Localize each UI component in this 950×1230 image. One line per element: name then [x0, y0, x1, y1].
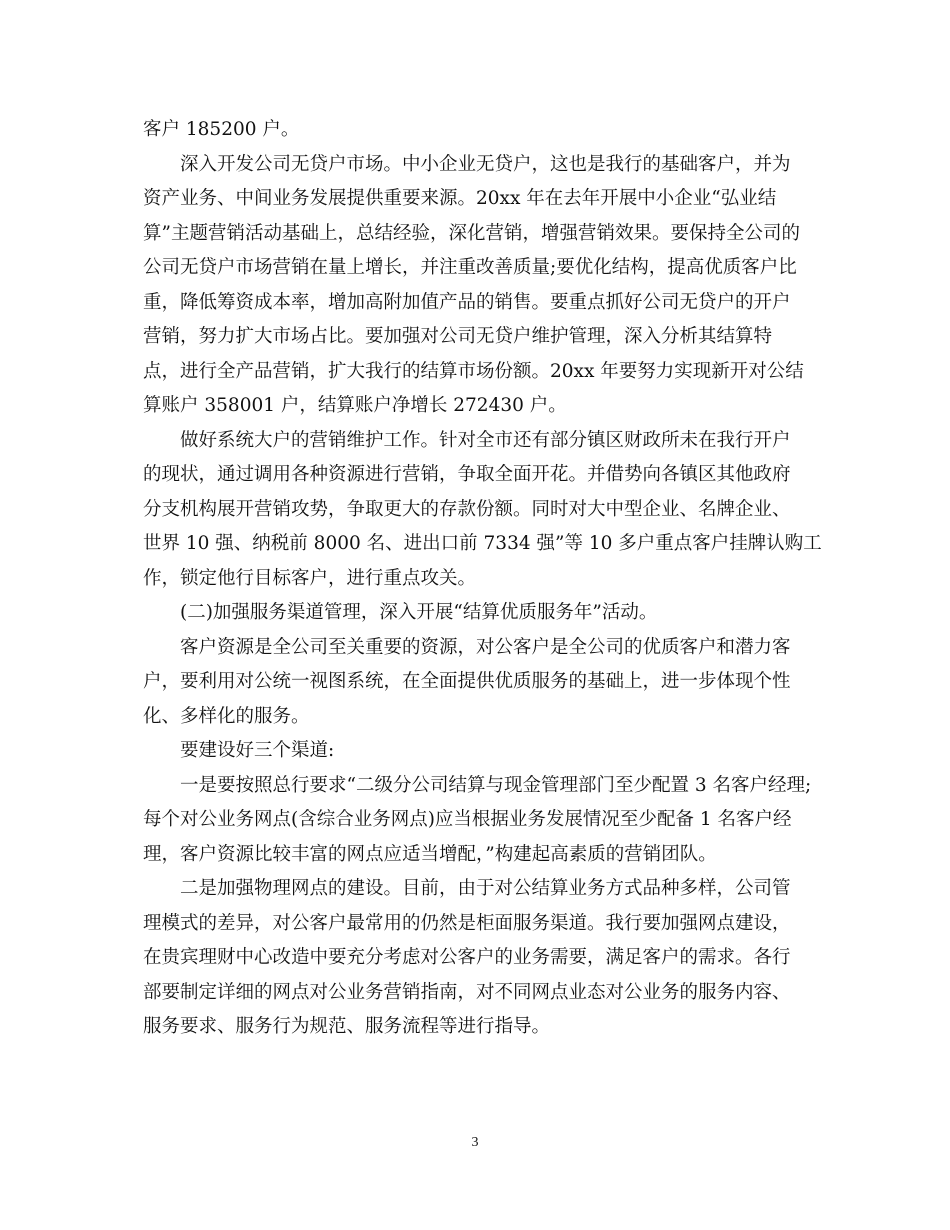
text-line: 客户 185200 户。: [143, 119, 300, 140]
text-line: 点，进行全产品营销，扩大我行的结算市场份额。20xx 年要努力实现新开对公结: [143, 360, 804, 382]
text-line: 一是要按照总行要求“二级分公司结算与现金管理部门至少配置 3 名客户经理;: [180, 774, 812, 796]
text-line: 理模式的差异，对公客户最常用的仍然是柜面服务渠道。我行要加强网点建设，: [143, 912, 791, 934]
page-number: 3: [471, 1135, 479, 1150]
text-line: 重，降低筹资成本率，增加高附加值产品的销售。要重点抓好公司无贷户的开户: [143, 291, 791, 313]
text-line: 理，客户资源比较丰富的网点应适当增配，”构建起高素质的营销团队。: [143, 843, 717, 865]
text-line: 要建设好三个渠道:: [180, 740, 335, 761]
text-line: 化、多样化的服务。: [143, 705, 310, 727]
text-line: 服务要求、服务行为规范、服务流程等进行指导。: [143, 1016, 551, 1037]
text-line: 做好系统大户的营销维护工作。针对全市还有部分镇区财政所未在我行开户: [180, 429, 791, 451]
text-line: 深入开发公司无贷户市场。中小企业无贷户，这也是我行的基础客户，并为: [180, 153, 791, 175]
text-line: 算账户 358001 户，结算账户净增长 272430 户。: [143, 395, 567, 416]
text-line: 每个对公业务网点(含综合业务网点)应当根据业务发展情况至少配备 1 名客户经: [143, 809, 792, 830]
text-line: 在贵宾理财中心改造中要充分考虑对公客户的业务需要，满足客户的需求。各行: [143, 947, 791, 968]
text-line: (二)加强服务渠道管理，深入开展“结算优质服务年”活动。: [180, 602, 658, 623]
text-line: 部要制定详细的网点对公业务营销指南，对不同网点业态对公业务的服务内容、: [143, 981, 791, 1003]
text-line: 算”主题营销活动基础上，总结经验，深化营销，增强营销效果。要保持全公司的: [143, 222, 800, 244]
body-text: [143, 113, 822, 1045]
text-line: 世界 10 强、纳税前 8000 名、进出口前 7334 强”等 10 多户重点客户挂牌认购工: [143, 533, 822, 554]
text-line: 二是加强物理网点的建设。目前，由于对公结算业务方式品种多样，公司管: [180, 878, 791, 899]
text-line: 公司无贷户市场营销在量上增长，并注重改善质量;要优化结构，提高优质客户比: [143, 257, 797, 278]
text-line: 分支机构展开营销攻势，争取更大的存款份额。同时对大中型企业、名牌企业、: [143, 498, 791, 520]
text-line: 的现状，通过调用各种资源进行营销，争取全面开花。并借势向各镇区其他政府: [143, 464, 791, 485]
text-line: 营销，努力扩大市场占比。要加强对公司无贷户维护管理，深入分析其结算特: [143, 326, 773, 347]
text-line: 户，要利用对公统一视图系统，在全面提供优质服务的基础上，进一步体现个性: [143, 671, 791, 692]
text-line: 客户资源是全公司至关重要的资源，对公客户是全公司的优质客户和潜力客: [180, 636, 791, 658]
text-line: 资产业务、中间业务发展提供重要来源。20xx 年在去年开展中小企业“弘业结: [143, 188, 777, 209]
text-line: 作，锁定他行目标客户，进行重点攻关。: [143, 567, 477, 589]
